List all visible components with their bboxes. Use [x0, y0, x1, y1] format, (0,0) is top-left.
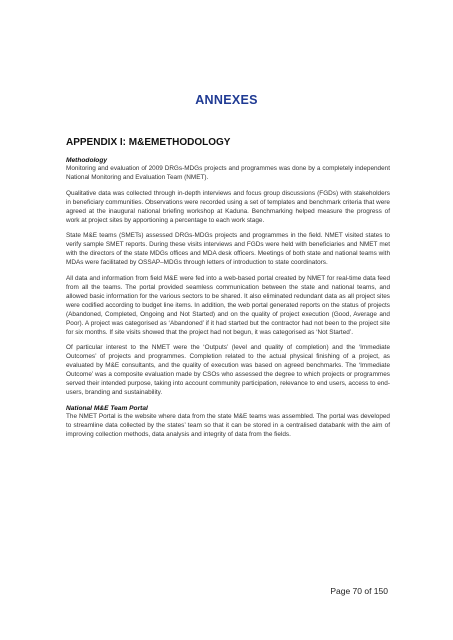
paragraph: State M&E teams (SMETs) assessed DRGs-MDGs projects and programmes in the field. NMET visited states to verify sample SMET reports. During these visits interviews and FGDs were held with beneficiaries and NMET met with the directors of the state MDGs offices and MDA desk officers. Meetings of both state and national teams with MDAs were facilitated by OSSAP–MDGs through letters of introduction to state coordinators. — [66, 232, 390, 267]
paragraph: All data and information from field M&E were fed into a web-based portal created by NMET for real-time data feed from all the teams. The portal provided seamless communication between the state and national teams, and allowed basic information for the various sectors to be shared. It also eliminated redundant data as all project sites were codified according to budget line items. In addition, the web portal generated reports on the status of projects (Abandoned, Completed, Ongoing and Not Started) and on the quality of project execution (Good, Average and Poor). A project was categorised as ‘Abandoned’ if it had started but the contractor had not been to the project site for six months. If site visits showed that the project had not begun, it was categorised as ‘Not Started’. — [66, 275, 390, 336]
page-title: ANNEXES — [195, 93, 258, 107]
paragraph: The NMET Portal is the website where data from the state M&E teams was assembled. The portal was developed to streamline data collected by the states’ team so that it can be stored in a centralised databank with the aim of improving collection methods, data analysis and integrity of data from the fields. — [66, 412, 390, 438]
paragraph: Of particular interest to the NMET were the ‘Outputs’ (level and quality of completion) and the ‘Immediate Outcomes’ of projects and programmes. Completion related to the actual physical finishing of a project, as evaluated by M&E consultants, and the quality of execution was based on agreed benchmarks. The ‘Immediate Outcome’ was a composite evaluation made by CSOs who assessed the degree to which projects or programmes served their intended purpose, taking into account community participation, relevance to end users, access to end-users, branding and sustainability. — [66, 344, 390, 396]
page-number: Page 70 of 150 — [330, 586, 388, 596]
paragraph: Monitoring and evaluation of 2009 DRGs-MDGs projects and programmes was done by a completely independent National Monitoring and Evaluation Team (NMET). — [66, 165, 390, 181]
document-body — [66, 157, 390, 447]
appendix-heading: APPENDIX I: M&EMETHODOLOGY — [66, 137, 231, 148]
section-heading-methodology: Methodology — [66, 157, 108, 164]
paragraph: Qualitative data was collected through in-depth interviews and focus group discussions (FGDs) with stakeholders in beneficiary communities. Observations were recorded using a set of templates and benchmark criteria that were agreed at the inaugural national briefing workshop at Kaduna. Benchmarking helped measure the progress of work at project sites by apportioning a percentage to each work stage. — [66, 189, 390, 224]
section-heading-portal: National M&E Team Portal — [66, 404, 148, 412]
